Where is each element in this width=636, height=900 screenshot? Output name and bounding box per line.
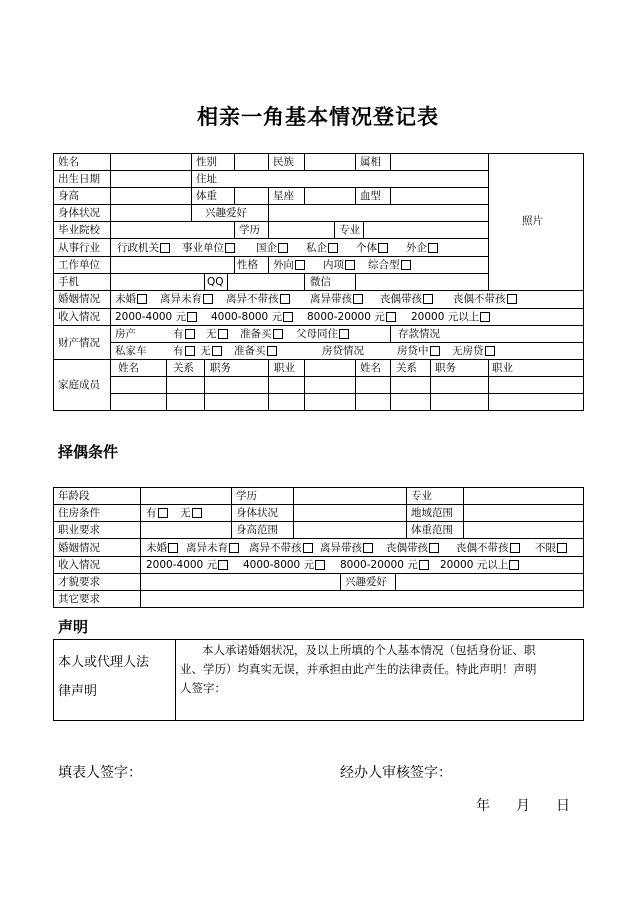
- checkbox[interactable]: [185, 346, 195, 356]
- checkbox[interactable]: [192, 508, 202, 518]
- looks-label: 才貌要求: [58, 576, 100, 588]
- savings-label: 存款情况: [398, 328, 440, 340]
- checkbox[interactable]: [273, 329, 283, 339]
- phone-label: 手机: [58, 276, 79, 288]
- car-none[interactable]: 无: [200, 344, 222, 358]
- page-title: 相亲一角基本情况登记表: [197, 105, 439, 129]
- checkbox[interactable]: [557, 543, 567, 553]
- major-label: 专业: [339, 224, 360, 236]
- housing-none[interactable]: 无: [180, 506, 202, 520]
- constellation-label: 星座: [273, 190, 294, 202]
- income-label: 收入情况: [58, 311, 100, 323]
- checkbox[interactable]: [507, 294, 517, 304]
- income-option[interactable]: 2000-4000 元: [115, 310, 197, 324]
- age-label: 年龄段: [58, 490, 90, 502]
- income-option[interactable]: 4000-8000 元: [211, 310, 293, 324]
- marital-option[interactable]: 离异未育: [160, 292, 213, 306]
- personality-option[interactable]: 外向: [273, 258, 305, 272]
- checkbox[interactable]: [187, 312, 197, 322]
- qq-label: QQ: [207, 276, 224, 288]
- spouse-income-option[interactable]: 4000-8000 元: [243, 558, 325, 572]
- gender-label: 性别: [196, 156, 217, 168]
- car-has[interactable]: 有: [173, 344, 195, 358]
- declaration-text-line2: 业、学历）均真实无误，并承担由此产生的法律责任。特此声明！声明: [180, 662, 537, 676]
- house-label: 房产: [115, 328, 136, 340]
- industry-option[interactable]: 个体: [356, 241, 388, 255]
- checkbox[interactable]: [401, 260, 411, 270]
- mortgage-label: 房贷情况: [322, 345, 364, 357]
- hobbies-label: 兴趣爱好: [205, 207, 247, 219]
- spouse-marital-option[interactable]: 离异未育: [186, 541, 239, 555]
- checkbox[interactable]: [295, 260, 305, 270]
- family-col-header: 职务: [210, 362, 231, 374]
- family-col-header: 职业: [492, 362, 513, 374]
- mortgage-in[interactable]: 房贷中: [397, 344, 440, 358]
- declaration-label-line1: 本人或代理人法: [58, 655, 150, 670]
- car-plan[interactable]: 准备买: [234, 344, 277, 358]
- birthdate-label: 出生日期: [58, 173, 100, 185]
- spouse-income-option[interactable]: 20000 元以上: [440, 558, 519, 572]
- industry-option[interactable]: 私企: [306, 241, 338, 255]
- school-label: 毕业院校: [58, 224, 100, 236]
- marital-option[interactable]: 丧偶带孩: [380, 292, 433, 306]
- spouse-marital-option[interactable]: 离异带孩: [320, 541, 373, 555]
- checkbox[interactable]: [363, 543, 373, 553]
- live-with-parents[interactable]: 父母同住: [296, 327, 349, 341]
- car-label: 私家车: [115, 345, 147, 357]
- checkbox[interactable]: [485, 346, 495, 356]
- spouse-marital-option[interactable]: 离异不带孩: [249, 541, 313, 555]
- weight-range-label: 体重范围: [411, 524, 453, 536]
- family-label: 家庭成员: [58, 379, 100, 391]
- checkbox[interactable]: [158, 508, 168, 518]
- spouse-major-label: 专业: [411, 490, 432, 502]
- checkbox[interactable]: [378, 243, 388, 253]
- checkbox[interactable]: [386, 312, 396, 322]
- family-col-header: 姓名: [360, 362, 381, 374]
- income-option[interactable]: 8000-20000 元: [307, 310, 396, 324]
- checkbox[interactable]: [218, 560, 228, 570]
- health-label: 身体状况: [58, 207, 100, 219]
- marital-option[interactable]: 离异不带孩: [226, 292, 290, 306]
- zodiac-label: 属相: [360, 156, 381, 168]
- date-year: 年: [476, 798, 490, 814]
- checkbox[interactable]: [160, 243, 170, 253]
- checkbox[interactable]: [509, 560, 519, 570]
- weight-label: 体重: [196, 190, 217, 202]
- declaration-label-line2: 律声明: [58, 684, 98, 699]
- checkbox[interactable]: [428, 243, 438, 253]
- personality-option[interactable]: 内项: [323, 258, 355, 272]
- date-month: 月: [516, 798, 530, 814]
- checkbox[interactable]: [419, 560, 429, 570]
- housing-label: 住房条件: [58, 507, 100, 519]
- checkbox[interactable]: [353, 294, 363, 304]
- name-label: 姓名: [58, 156, 79, 168]
- no-mortgage[interactable]: 无房贷: [452, 344, 495, 358]
- house-has[interactable]: 有: [173, 327, 195, 341]
- other-label: 其它要求: [58, 593, 100, 605]
- checkbox[interactable]: [185, 329, 195, 339]
- family-col-header: 职业: [274, 362, 295, 374]
- education-label: 学历: [239, 224, 260, 236]
- height-label: 身高: [58, 190, 79, 202]
- checkbox[interactable]: [430, 346, 440, 356]
- employer-label: 工作单位: [58, 259, 100, 271]
- family-col-header: 职务: [435, 362, 456, 374]
- checkbox[interactable]: [429, 543, 439, 553]
- industry-option[interactable]: 行政机关: [117, 241, 170, 255]
- checkbox[interactable]: [225, 243, 235, 253]
- spouse-education-label: 学历: [236, 490, 257, 502]
- property-label: 财产情况: [58, 337, 100, 349]
- region-label: 地域范围: [411, 507, 453, 519]
- wechat-label: 微信: [310, 276, 331, 288]
- checkbox[interactable]: [423, 294, 433, 304]
- personality-option[interactable]: 综合型: [368, 258, 411, 272]
- checkbox[interactable]: [315, 560, 325, 570]
- spouse-marital-option[interactable]: 丧偶不带孩: [456, 541, 520, 555]
- checkbox[interactable]: [345, 260, 355, 270]
- blood-type-label: 血型: [360, 190, 381, 202]
- checkbox[interactable]: [280, 294, 290, 304]
- job-label: 职业要求: [58, 524, 100, 536]
- checkbox[interactable]: [510, 543, 520, 553]
- spouse-marital-label: 婚姻情况: [58, 542, 100, 554]
- checkbox[interactable]: [328, 243, 338, 253]
- checkbox[interactable]: [267, 346, 277, 356]
- marital-option[interactable]: 离异带孩: [310, 292, 363, 306]
- industry-option[interactable]: 国企: [256, 241, 288, 255]
- checkbox[interactable]: [137, 294, 147, 304]
- height-range-label: 身高范围: [236, 524, 278, 536]
- checkbox[interactable]: [168, 543, 178, 553]
- personality-label: 性格: [237, 259, 258, 271]
- checkbox[interactable]: [278, 243, 288, 253]
- declaration-text-line1: 本人承诺婚姻状况，及以上所填的个人基本情况（包括身份证、职: [202, 643, 536, 657]
- spouse-health-label: 身体状况: [236, 507, 278, 519]
- spouse-section-heading: 择偶条件: [58, 443, 119, 461]
- address-label: 住址: [196, 173, 217, 185]
- spouse-marital-option[interactable]: 丧偶带孩: [386, 541, 439, 555]
- marital-label: 婚姻情况: [58, 293, 100, 305]
- checkbox[interactable]: [480, 312, 490, 322]
- checkbox[interactable]: [303, 543, 313, 553]
- checkbox[interactable]: [203, 294, 213, 304]
- declaration-text-line3: 人签字：: [180, 681, 226, 695]
- filler-signature-label: 填表人签字：: [58, 765, 142, 781]
- family-col-header: 姓名: [118, 362, 139, 374]
- income-option[interactable]: 20000 元以上: [411, 310, 490, 324]
- marital-option[interactable]: 未婚: [115, 292, 147, 306]
- spouse-hobbies-label: 兴趣爱好: [345, 576, 387, 588]
- family-col-header: 关系: [396, 362, 417, 374]
- housing-has[interactable]: 有: [146, 506, 168, 520]
- checkbox[interactable]: [212, 346, 222, 356]
- photo-label: 照片: [522, 215, 543, 227]
- ethnicity-label: 民族: [273, 156, 294, 168]
- checkbox[interactable]: [229, 543, 239, 553]
- house-none[interactable]: 无: [206, 327, 228, 341]
- house-plan[interactable]: 准备买: [240, 327, 283, 341]
- industry-option[interactable]: 外企: [406, 241, 438, 255]
- industry-label: 从事行业: [58, 242, 100, 254]
- declaration-heading: 声明: [58, 618, 89, 636]
- family-col-header: 关系: [173, 362, 194, 374]
- industry-option[interactable]: 事业单位: [182, 241, 235, 255]
- spouse-marital-option[interactable]: 不限: [535, 541, 567, 555]
- spouse-income-label: 收入情况: [58, 559, 100, 571]
- marital-option[interactable]: 丧偶不带孩: [453, 292, 517, 306]
- checkbox[interactable]: [218, 329, 228, 339]
- checkbox[interactable]: [339, 329, 349, 339]
- checkbox[interactable]: [283, 312, 293, 322]
- spouse-marital-option[interactable]: 未婚: [146, 541, 178, 555]
- spouse-income-option[interactable]: 8000-20000 元: [340, 558, 429, 572]
- date-day: 日: [556, 798, 570, 814]
- handler-signature-label: 经办人审核签字：: [340, 765, 452, 781]
- spouse-income-option[interactable]: 2000-4000 元: [146, 558, 228, 572]
